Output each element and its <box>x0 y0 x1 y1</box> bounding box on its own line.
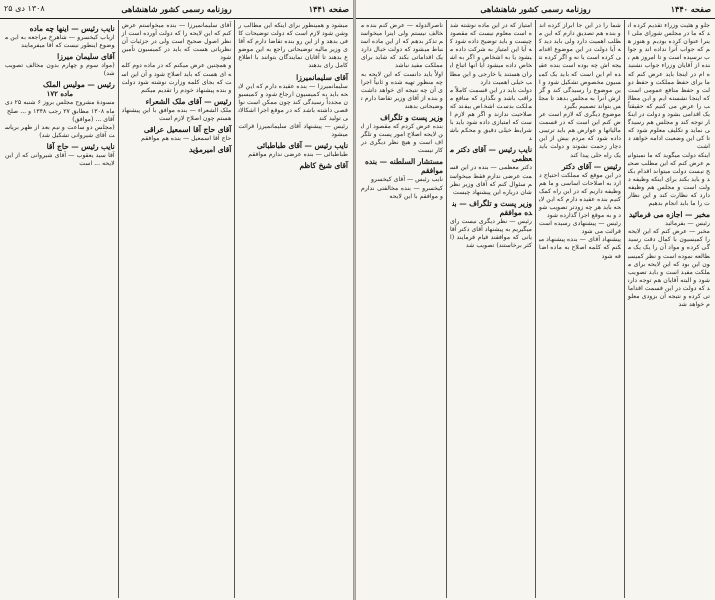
speaker-heading: مستشار السلطنه — بنده موافقم <box>365 157 443 176</box>
text-column <box>624 20 713 598</box>
speaker-heading: رئیس — آقای دکتر <box>561 161 621 171</box>
speaker-heading: وزیر پست و تلگراف <box>380 113 443 123</box>
paragraph: پیشنهاد آقای — بنده پیشنهاد میکنم که کلمه اصلاح به ماده اضافه شود <box>539 236 621 260</box>
newspaper-title: روزنامه رسمی کشور شاهنشاهی <box>121 4 232 14</box>
paragraph: بنده عرض کردم که مقصود از این لایحه اصلاح امور پست و تلگراف است و هیچ نظر دیگری در کار نیست <box>361 123 443 155</box>
page-header <box>0 0 353 19</box>
paragraph: مخبر — عرض کنم که این لایحه را کمیسیون با کمال دقت رسیدگی کرده و مواد آن را یک یک مطالعه نموده است و نظر کمیسیون این بود که این لایحه برای مملکت مفید است و باید تصویب شود و البته آقایان هم توجه دارند که دولت در این قسمت اقداماتی کرده و نتیجه آن بزودی معلوم خواهد شد <box>628 228 710 309</box>
page-number: صفحه ۱۴۴۰ <box>670 4 711 14</box>
column-group <box>358 20 713 598</box>
paragraph: رئیس — نظر دیگری نیست رای میگیریم به پیشنهاد آقای دکتر آقایانی که موافقند قیام فرمایند (اکثر برخاستند) تصویب شد <box>449 217 532 250</box>
speaker-heading: نایب رئیس — آقای طباطبائی <box>256 141 348 151</box>
speaker-heading: رئیس — مولیس الملک <box>42 80 115 90</box>
paragraph: سلیمانمیرزا — بنده عقیده دارم که این لایحه باید به کمیسیون ارجاع شود و کمیسیون مجدداً رسیدگی کند چون ممکن است نواقصی داشته باشد که در موقع اجرا اشکالاتی تولید کند <box>238 82 348 122</box>
paragraph: ناصرالدوله — عرض کنم بنده مخالف نیستم ولی اینرا میخواستم تذکر بدهم که از این ماده استنباط میشود که دولت خیال دارد یک اقداماتی بکند که شاید برای مملکت مفید نباشد <box>361 22 443 70</box>
paragraph: ارباب کیخسرو — شاهرخ مراجعه به این موضوع اینطور نیست که آقا میفرمایند <box>4 34 115 50</box>
paragraph: شما را در این جا ابراز کرده اند و بنده هم تصدیق دارم که این مطلب اهمیت دارد ولی باید دید که آیا دولت در این موضوع اقدامی کرده است یا نه و اگر کرده نتیجه اش چه بوده است بنده عقیده ام این است که باید یک کمیسیون مخصوص تشکیل شود و این موضوع را رسیدگی کند و گزارش آنرا به مجلس بدهد تا مجلس بتواند تصمیم بگیرد <box>539 22 621 110</box>
paragraph: جلو و هئیت وزراء تقدیم کرده اند که ما در مجلس شورای ملی اینرا عنوان کرده بودیم و هنوز هم که جواب آنرا نداده اند و جواب نرسیده است و تا امروز هم بنده از آقایان وزراء جواب نشنیده ام در اینجا باید عرض کنم که ما برای حفظ مملکت و حفظ دولت و حفظ منافع عمومی است که اینجا نشسته ایم و این مطالب را عرض می کنیم که حقیقتاً یک اقدامی بشود و دولت در اینکار توجه کند و مجلس هم رسیدگی نماید و تکلیف معلوم شود که تا کی این وضعیت ادامه خواهد داشت <box>628 22 710 151</box>
paragraph: مسودۀ مشروح مجلس بروز ۶ شنبه ۲۵ دی ماه ۱۳۰۸ مطابق ۲۷ رجب ۱۳۴۸ و ... صلح <box>4 99 115 115</box>
speaker-heading: رئیس — آقای ملک الشعراء <box>145 96 232 106</box>
speaker-heading: آقای شیخ کاظم <box>299 161 348 171</box>
page-header <box>356 0 715 19</box>
paragraph: دولت باید در این قسمت کاملاً مراقب باشد و نگذارد که منافع مملکت بدست اشخاص بیفتد که صلاحیت ندارند و اگر هم لازم است که امتیازی داده شود باید با شرایط خیلی دقیق و محکم باشد <box>450 86 532 143</box>
paragraph: اولاً باید دانست که این لایحه به چه منظور تهیه شده و ثانیاً اجرای آن چه نتیجه ای خواهد داشت و بنده از آقای وزیر تقاضا دارم توضیحاتی بدهند <box>361 70 443 110</box>
paragraph: رئیس — پیشنهادی رسیده است قرائت می شود <box>539 220 621 236</box>
speaker-heading: آقای سلیمان میرزا <box>57 52 115 62</box>
speaker-heading: نایب رئیس — اینها چه ماده <box>29 24 115 33</box>
paragraph: موضوع دیگری که لازم است عرض کنم این است که در قسمت مالیاتها و عوارض هم باید ترتیبی داده شود که مردم بیش از این دچار زحمت نشوند و دولت باید یک راه حلی پیدا کند <box>539 111 621 159</box>
paragraph: نایب رئیس — آقای کیخسرو <box>370 176 443 184</box>
paragraph: (مواد سوم و چهارم بدون مخالف تصویب شد) <box>4 62 115 78</box>
paragraph: (مجلس دو ساعت و نیم بعد از ظهر بریاست آقای شیروانی تشکیل شد) <box>4 123 115 139</box>
text-column <box>446 20 535 598</box>
speaker-heading: مخبر — اجازه می فرمائید <box>628 210 710 220</box>
speaker-heading: آقای امیرمؤید <box>189 145 232 155</box>
paragraph: رئیس — پیشنهاد آقای سلیمانمیرزا قرائت میشود <box>238 123 348 139</box>
paragraph: طباطبائی — بنده عرضی ندارم موافقم <box>248 151 348 159</box>
paragraph: حاج آقا اسمعیل — بنده هم موافقم <box>141 135 232 143</box>
page-left <box>0 0 354 600</box>
text-column <box>358 20 446 598</box>
text-column <box>2 20 118 598</box>
column-group <box>2 20 351 598</box>
paragraph: دکتر معظمی — بنده در این قسمت عرضی ندارم فقط میخواستم سئوال کنم که آقای وزیر نظرشان درباره این پیشنهاد چیست <box>450 164 532 196</box>
paragraph: در این موقع که مملکت احتیاج دارد به اصلاحات اساسی و ما هم وظیفه داریم که در این راه کمک کنیم بنده عقیده دارم که این لایحه باید هر چه زودتر تصویب شود و به موقع اجرا گذارده شود <box>539 171 621 220</box>
paragraph: رئیس — بفرمائید <box>665 220 710 228</box>
paragraph: اینکه دولت میگوید که ما نمیتوانیم عرض کنم که این مطلب صحیح نیست دولت میتواند اقدام بکند و باید بکند برای اینکه وظیفه دولت است و مجلس هم وظیفه دارد که نظارت کند و این نظارت را ما باید انجام بدهیم <box>628 151 710 208</box>
text-column <box>118 20 235 598</box>
speaker-heading: نایب رئیس — حاج آقا <box>46 141 115 151</box>
speaker-heading: وزیر پست و تلگراف — بنده موافقم <box>452 198 532 217</box>
speaker-heading: آقای سلیمانمیرزا <box>296 72 348 82</box>
paragraph: آقا سید یعقوب — آقای شیروانی که از این لایحه ... است <box>4 151 115 168</box>
paragraph: میشود و همینطور برای اینکه این مطالب روشن شود لازم است که دولت توضیحات کافی بدهد و از این رو بنده تقاضا دارم که آقای وزیر مالیه توضیحاتی راجع به این موضوع بدهند تا آقایان نمایندگان بتوانند با اطلاع کامل رای بدهند <box>238 22 348 70</box>
paragraph: آقای سلیمانمیرزا — بنده میخواستم عرض کنم که این لایحه را که دولت آورده است از نظر اصول صحیح است ولی در جزئیات آن نظریاتی هست که باید در کمیسیون تأمین شود <box>121 22 232 62</box>
paragraph: ملک الشعراء — بنده موافق با این پیشنهاد هستم چون اصلاح لازم است <box>121 106 232 122</box>
paragraph: آقای ... (موافق) <box>72 115 115 123</box>
paragraph: امتیاز که در این ماده نوشته شده است معلوم نیست که مقصود چیست و باید توضیح داده شود که آیا این امتیاز به شرکت داده میشود یا به اشخاص و اگر به اشخاص داده میشود آیا آنها اتباع ایران هستند یا خارجی و این مطلب خیلی اهمیت دارد <box>450 22 532 86</box>
section-label: ماده ۱۷۲ <box>46 89 74 99</box>
page-right <box>356 0 715 600</box>
paragraph: کیخسرو — بنده مخالفتی ندارم و موافقم با این لایحه <box>361 184 443 200</box>
text-column <box>535 20 624 598</box>
page-number: صفحه ۱۴۴۱ <box>308 4 349 14</box>
speaker-heading: نایب رئیس — آقای دکتر معظمی <box>450 145 532 164</box>
newspaper-title: روزنامه رسمی کشور شاهنشاهی <box>480 4 591 14</box>
paragraph: و همچنین عرض میکنم که در ماده دوم کلمه ای هست که باید اصلاح شود و آن این است که بجای کلمه وزارت نوشته شود دولت و بنده پیشنهاد خودم را تقدیم میکنم <box>121 62 232 94</box>
issue-date: ۱۳۰۸ دی ۲۵ <box>4 4 45 13</box>
speaker-heading: آقای حاج آقا اسمعیل عراقی <box>143 125 232 135</box>
text-column <box>234 20 351 598</box>
